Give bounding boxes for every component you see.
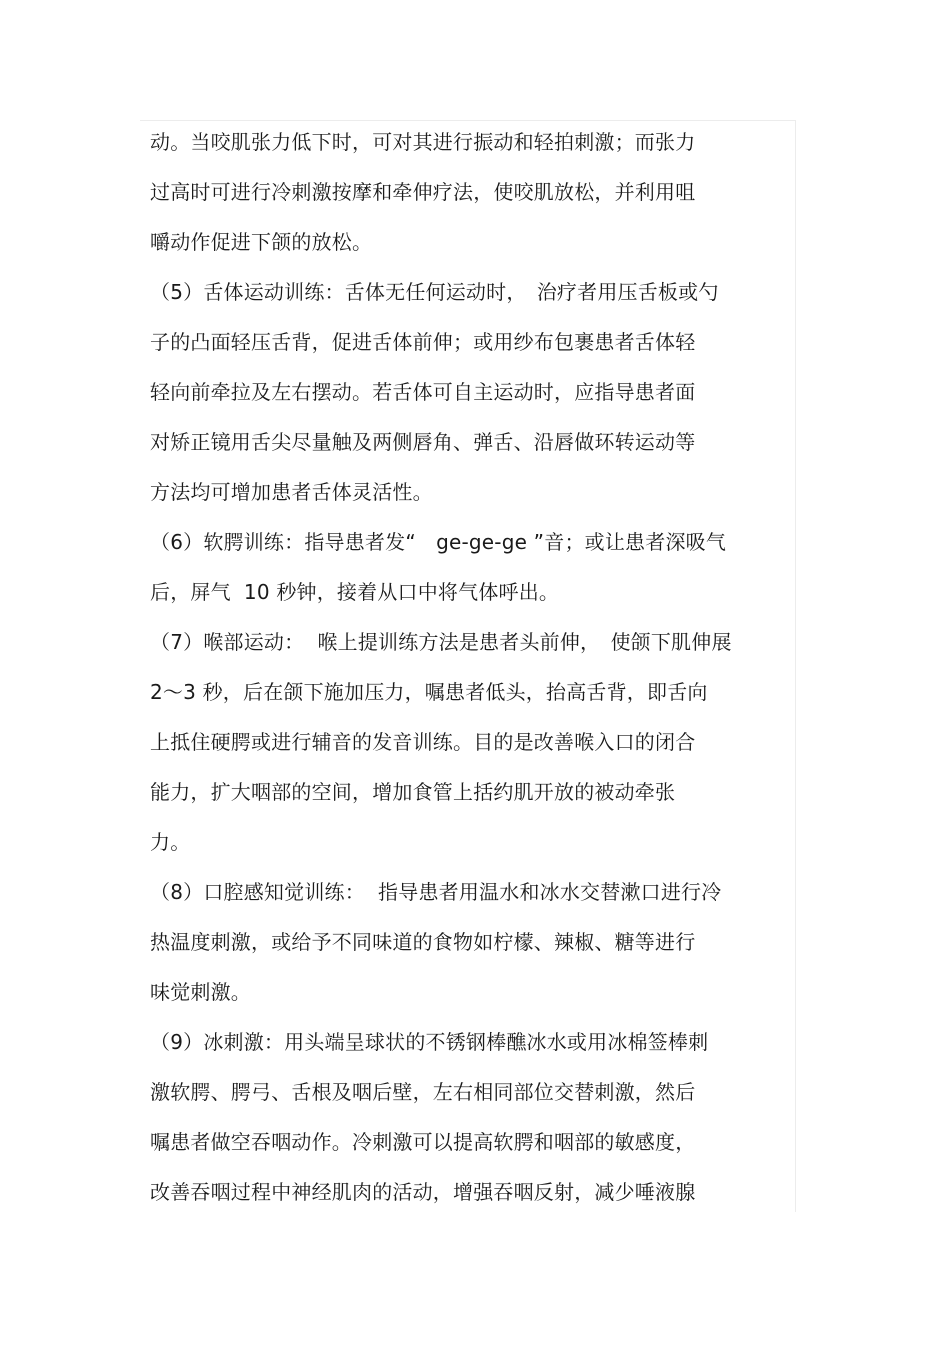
text-line: 子的凸面轻压舌背，促进舌体前伸；或用纱布包裹患者舌体轻: [150, 330, 696, 354]
text-line: 2～3 秒，后在颌下施加压力，嘱患者低头，抬高舌背，即舌向: [150, 680, 708, 704]
text-line: （9）冰刺激：用头端呈球状的不锈钢棒醮冰水或用冰棉签棒刺: [150, 1030, 709, 1054]
text-line: 能力，扩大咽部的空间，增加食管上括约肌开放的被动牵张: [150, 780, 676, 804]
text-line: 味觉刺激。: [150, 980, 251, 1004]
text-line: 改善吞咽过程中神经肌肉的活动，增强吞咽反射，减少唾液腺: [150, 1180, 696, 1204]
text-line: 过高时可进行冷刺激按摩和牵伸疗法，使咬肌放松，并利用咀: [150, 180, 696, 204]
text-line: 激软腭、腭弓、舌根及咽后壁，左右相同部位交替刺激，然后: [150, 1080, 696, 1104]
text-line: 嘱患者做空吞咽动作。冷刺激可以提高软腭和咽部的敏感度，: [150, 1130, 696, 1154]
text-line: 对矫正镜用舌尖尽量触及两侧唇角、弹舌、沿唇做环转运动等: [150, 430, 696, 454]
text-line: 方法均可增加患者舌体灵活性。: [150, 480, 433, 504]
text-line: 嚼动作促进下颌的放松。: [150, 230, 373, 254]
text-line: 后，屏气 10 秒钟，接着从口中将气体呼出。: [150, 580, 560, 604]
text-line: 上抵住硬腭或进行辅音的发音训练。目的是改善喉入口的闭合: [150, 730, 696, 754]
text-line: 轻向前牵拉及左右摆动。若舌体可自主运动时，应指导患者面: [150, 380, 696, 404]
text-line: 力。: [150, 830, 191, 854]
text-line: （8）口腔感知觉训练： 指导患者用温水和冰水交替漱口进行冷: [150, 880, 722, 904]
text-line: （5）舌体运动训练：舌体无任何运动时， 治疗者用压舌板或勺: [150, 280, 719, 304]
text-line: 动。当咬肌张力低下时，可对其进行振动和轻拍刺激；而张力: [150, 130, 696, 154]
text-line: （6）软腭训练：指导患者发“ ge-ge-ge ”音；或让患者深吸气: [150, 530, 727, 554]
text-line: 热温度刺激，或给予不同味道的食物如柠檬、辣椒、糖等进行: [150, 930, 696, 954]
text-line: （7）喉部运动： 喉上提训练方法是患者头前伸， 使颌下肌伸展: [150, 630, 732, 654]
